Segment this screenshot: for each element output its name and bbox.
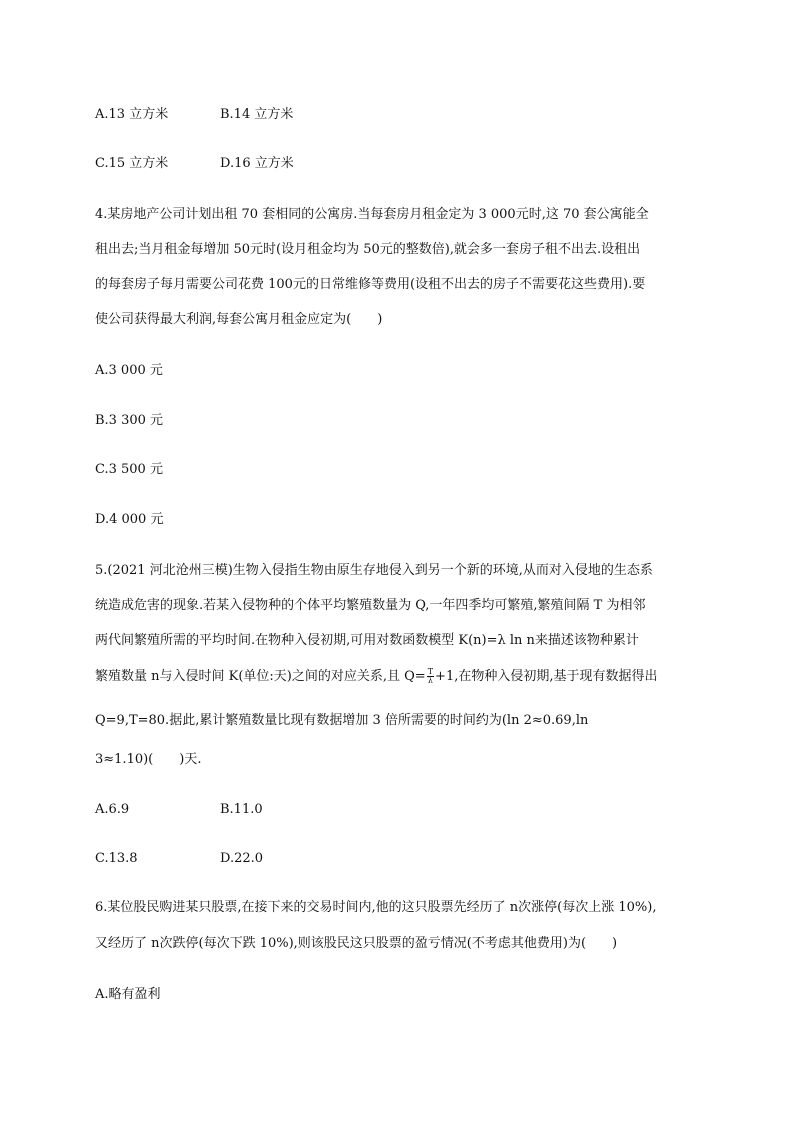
- fraction-numerator: T: [427, 667, 434, 676]
- q3-option-d: D.16 立方米: [220, 156, 294, 171]
- q5-line4-prefix: 繁殖数量 n与入侵时间 K(单位:天)之间的对应关系,且 Q=: [95, 669, 426, 684]
- q4-option-b: B.3 300 元: [95, 413, 164, 428]
- q5-option-a: A.6.9: [95, 802, 130, 817]
- q3-option-b: B.14 立方米: [220, 107, 294, 122]
- q5-text-line-2: 统造成危害的现象.若某入侵物种的个体平均繁殖数量为 Q,一年四季均可繁殖,繁殖间隔 T 为相邻: [95, 598, 646, 613]
- q3-option-b-row: [220, 106, 293, 124]
- q5-text-line-5: Q=9,T=80.据此,累计繁殖数量比现有数据增加 3 倍所需要的时间约为(ln 2≈0.69,ln: [95, 713, 589, 728]
- q3-option-row-2: [95, 155, 168, 173]
- q5-text-line-6: 3≈1.10)( )天.: [95, 752, 202, 767]
- q3-option-row-1: [95, 106, 168, 124]
- q4-text-line-4: 使公司获得最大利润,每套公寓月租金应定为( ): [95, 312, 383, 327]
- q4-option-d: D.4 000 元: [95, 512, 164, 527]
- q6-option-a: A.略有盈利: [95, 987, 161, 1002]
- q4-text-line-2: 租出去;当月租金每增加 50元时(设月租金均为 50元的整数倍),就会多一套房子租不出去.设租出: [95, 242, 641, 257]
- fraction-denominator: λ: [427, 676, 433, 685]
- q5-line4-suffix: +1,在物种入侵初期,基于现有数据得出: [435, 669, 658, 684]
- q5-text-line-4: [95, 668, 657, 686]
- q5-option-c: C.13.8: [95, 851, 138, 866]
- q3-option-d-row: [220, 155, 294, 173]
- q4-option-c: C.3 500 元: [95, 462, 163, 477]
- q4-option-a: A.3 000 元: [95, 363, 163, 378]
- q5-text-line-1: 5.(2021 河北沧州三模)生物入侵指生物由原生存地侵入到另一个新的环境,从而对入侵地的生态系: [95, 563, 653, 578]
- fraction-t-over-lambda: [427, 668, 434, 685]
- q5-option-d: D.22.0: [220, 851, 264, 866]
- q4-text-line-3: 的每套房子每月需要公司花费 100元的日常维修等费用(设租不出去的房子不需要花这些费用).要: [95, 277, 646, 292]
- q6-text-line-2: 又经历了 n次跌停(每次下跌 10%),则该股民这只股票的盈亏情况(不考虑其他费用)为( ): [95, 936, 618, 951]
- q5-text-line-3: 两代间繁殖所需的平均时间.在物种入侵初期,可用对数函数模型 K(n)=λ ln n来描述该物种累计: [95, 633, 639, 648]
- q4-text-line-1: 4.某房地产公司计划出租 70 套相同的公寓房.当每套房月租金定为 3 000元时,这 70 套公寓能全: [95, 207, 649, 222]
- q5-option-b: B.11.0: [220, 802, 263, 817]
- q3-option-a: A.13 立方米: [95, 107, 169, 122]
- q6-text-line-1: 6.某位股民购进某只股票,在接下来的交易时间内,他的这只股票先经历了 n次涨停(每次上涨 10%),: [95, 900, 657, 915]
- q3-option-c: C.15 立方米: [95, 156, 169, 171]
